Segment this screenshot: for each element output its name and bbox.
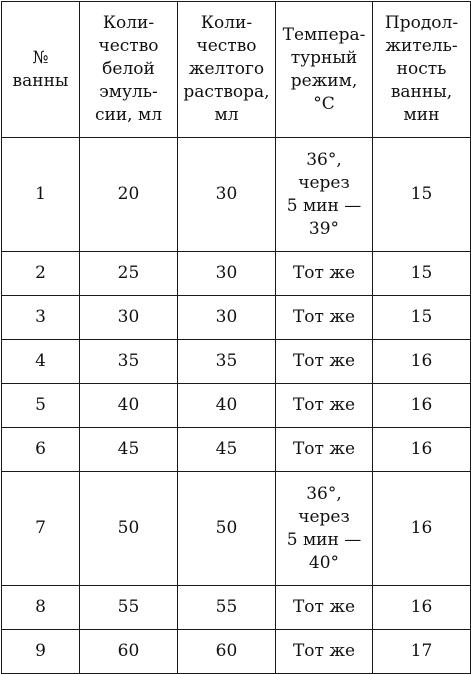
cell-bath-number: 8 [2,586,80,630]
cell-yellow-solution: 30 [178,296,276,340]
bath-schedule-table [1,1,471,674]
cell-white-emulsion: 25 [80,252,178,296]
cell-duration: 15 [373,252,471,296]
cell-yellow-solution: 30 [178,252,276,296]
cell-duration: 16 [373,586,471,630]
cell-duration: 16 [373,428,471,472]
table-row [2,138,471,252]
cell-bath-number: 7 [2,472,80,586]
cell-white-emulsion: 40 [80,384,178,428]
cell-duration: 16 [373,472,471,586]
cell-white-emulsion: 30 [80,296,178,340]
cell-temperature: Тот же [276,630,373,674]
cell-duration: 15 [373,296,471,340]
cell-temperature: 36°, через 5 мин — 40° [276,472,373,586]
cell-bath-number: 2 [2,252,80,296]
cell-temperature: 36°, через 5 мин — 39° [276,138,373,252]
cell-temperature: Тот же [276,296,373,340]
header-yellow-solution: Коли- чество желтого раствора, мл [178,2,276,138]
cell-temperature: Тот же [276,428,373,472]
table-row [2,586,471,630]
cell-duration: 15 [373,138,471,252]
cell-white-emulsion: 20 [80,138,178,252]
cell-white-emulsion: 55 [80,586,178,630]
table-header-row [2,2,471,138]
cell-white-emulsion: 45 [80,428,178,472]
header-bath-number: № ванны [2,2,80,138]
cell-duration: 17 [373,630,471,674]
table-row [2,296,471,340]
cell-yellow-solution: 40 [178,384,276,428]
cell-bath-number: 4 [2,340,80,384]
table-row [2,340,471,384]
table-row [2,630,471,674]
header-temperature: Темпера- турный режим, °C [276,2,373,138]
table-row [2,472,471,586]
cell-temperature: Тот же [276,252,373,296]
cell-temperature: Тот же [276,586,373,630]
cell-yellow-solution: 30 [178,138,276,252]
cell-bath-number: 6 [2,428,80,472]
table-row [2,384,471,428]
cell-white-emulsion: 60 [80,630,178,674]
header-duration: Продол- житель- ность ванны, мин [373,2,471,138]
cell-bath-number: 1 [2,138,80,252]
cell-yellow-solution: 45 [178,428,276,472]
header-white-emulsion: Коли- чество белой эмуль- сии, мл [80,2,178,138]
cell-white-emulsion: 35 [80,340,178,384]
cell-duration: 16 [373,340,471,384]
cell-bath-number: 5 [2,384,80,428]
cell-bath-number: 9 [2,630,80,674]
cell-white-emulsion: 50 [80,472,178,586]
table-row [2,252,471,296]
cell-yellow-solution: 35 [178,340,276,384]
cell-bath-number: 3 [2,296,80,340]
cell-yellow-solution: 55 [178,586,276,630]
cell-yellow-solution: 60 [178,630,276,674]
cell-temperature: Тот же [276,340,373,384]
cell-yellow-solution: 50 [178,472,276,586]
table-row [2,428,471,472]
cell-temperature: Тот же [276,384,373,428]
cell-duration: 16 [373,384,471,428]
